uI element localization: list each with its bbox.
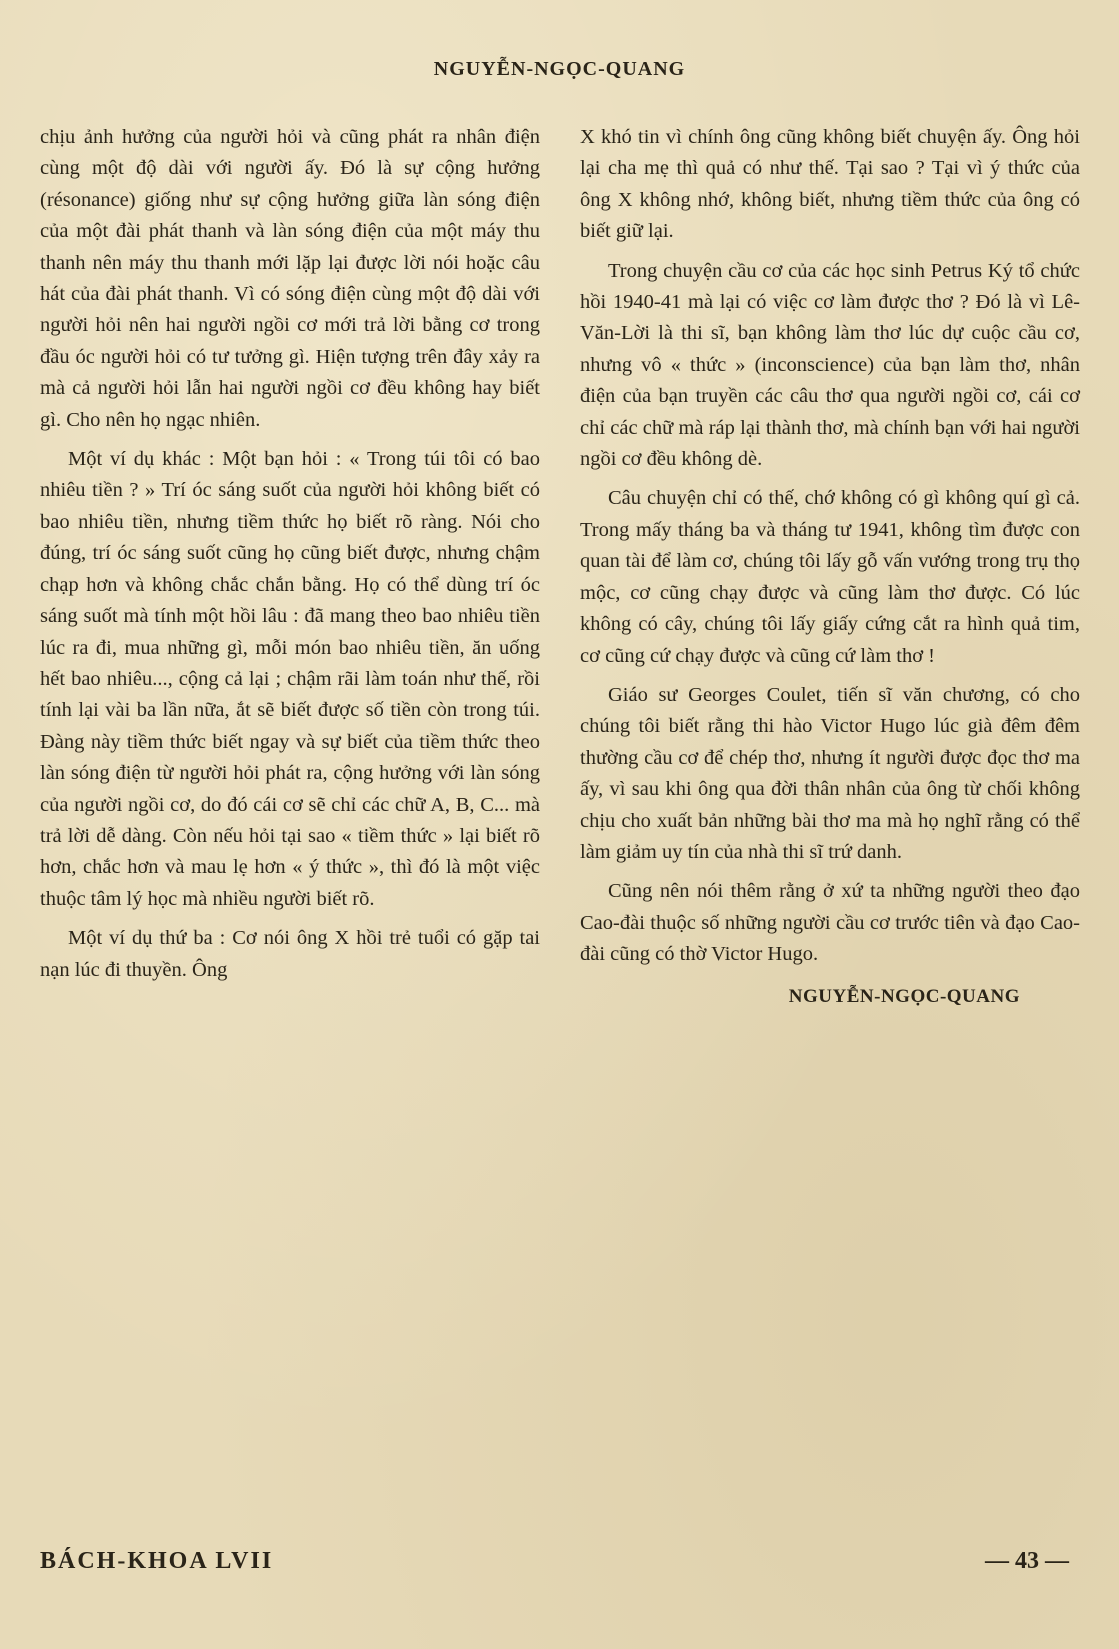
page-number: — 43 — <box>985 1548 1069 1574</box>
right-column <box>580 122 1080 1012</box>
paragraph: X khó tin vì chính ông cũng không biết chuyện ấy. Ông hỏi lại cha mẹ thì quả có như thế. Tại sao ? Tại vì ý thức của ông X không nhớ, không biết, nhưng tiềm thức của ông có biết giữ lại. <box>580 126 1080 243</box>
running-title: NGUYỄN-NGỌC-QUANG <box>433 58 686 80</box>
paragraph: Cũng nên nói thêm rằng ở xứ ta những người theo đạo Cao-đài thuộc số những người cầu cơ trước tiên và đạo Cao-đài cũng có thờ Victor Hugo. <box>580 880 1080 966</box>
publication-footer: BÁCH-KHOA LVII <box>40 1548 274 1574</box>
paragraph: Trong chuyện cầu cơ của các học sinh Petrus Ký tổ chức hồi 1940-41 mà lại có việc cơ làm được thơ ? Đó là vì Lê-Văn-Lời là thi sĩ, bạn không làm thơ lúc dự cuộc cầu cơ, nhưng vô « thức » (inconscience) của bạn làm thơ, nhân điện của bạn truyền các câu thơ qua người ngồi cơ, cái cơ chỉ các chữ mà ráp lại thành thơ, mà chính bạn với hai người ngồi cơ đều không dè. <box>580 259 1080 471</box>
left-column <box>40 122 540 994</box>
paragraph: Giáo sư Georges Coulet, tiến sĩ văn chương, có cho chúng tôi biết rằng thi hào Victor Hugo lúc già đêm đêm thường cầu cơ để chép thơ, nhưng ít người được đọc thơ ma ấy, vì sau khi ông qua đời thân nhân của ông từ chối không chịu cho xuất bản những bài thơ ma mà họ nghĩ rằng có thể làm giảm uy tín của nhà thi sĩ trứ danh. <box>580 683 1080 863</box>
paragraph: Một ví dụ khác : Một bạn hỏi : « Trong túi tôi có bao nhiêu tiền ? » Trí óc sáng suốt của người hỏi không biết có bao nhiêu tiền, nhưng tiềm thức họ biết rõ ràng. Nói cho đúng, trí óc sáng suốt cũng họ cũng biết được, nhưng chậm chạp hơn và không chắc chắn bằng. Họ có thể dùng trí óc sáng suốt mà tính một hồi lâu : đã mang theo bao nhiêu tiền lúc ra đi, mua những gì, mỗi món bao nhiêu tiền, ăn uống hết bao nhiêu..., cộng cả lại ; chậm rãi làm toán như thế, rồi tính lại vài ba lần nữa, ắt sẽ biết được số tiền còn trong túi. Đàng này tiềm thức biết ngay và sự biết của tiềm thức theo làn sóng điện từ người hỏi phát ra, cộng hưởng với làn sóng của người ngồi cơ, do đó cái cơ sẽ chỉ các chữ A, B, C... mà trả lời dễ dàng. Còn nếu hỏi tại sao « tiềm thức » lại biết rõ hơn, chắc hơn và mau lẹ hơn « ý thức », thì đó là một việc thuộc tâm lý học mà nhiều người biết rõ. <box>40 448 540 910</box>
paragraph: Một ví dụ thứ ba : Cơ nói ông X hồi trẻ tuổi có gặp tai nạn lúc đi thuyền. Ông <box>40 927 540 981</box>
paragraph: chịu ảnh hưởng của người hỏi và cũng phát ra nhân điện cùng một độ dài với người ấy. Đó là sự cộng hưởng (résonance) giống như sự cộng hưởng giữa làn sóng điện của một đài phát thanh và làn sóng điện của một máy thu thanh nên máy thu thanh mới lặp lại được lời nói hoặc câu hát của đài phát thanh. Vì có sóng điện cùng một độ dài với người hỏi nên hai người ngồi cơ mới trả lời bằng cơ trong đầu óc người hỏi có tư tưởng gì. Hiện tượng trên đây xảy ra mà cả người hỏi lẫn hai người ngồi cơ đều không hay biết gì. Cho nên họ ngạc nhiên. <box>40 126 540 431</box>
author-signature: NGUYỄN-NGỌC-QUANG <box>788 985 1020 1007</box>
paragraph: Câu chuyện chỉ có thế, chớ không có gì không quí gì cả. Trong mấy tháng ba và tháng tư 1941, không tìm được con quan tài để làm cơ, chúng tôi lấy gỗ vấn vướng trong trụ thọ mộc, cơ cũng chạy được và cũng làm thơ được. Có lúc không có cây, chúng tôi lấy giấy cứng cắt ra hình quả tim, cơ cũng cứ chạy được và cũng cứ làm thơ ! <box>580 487 1080 667</box>
